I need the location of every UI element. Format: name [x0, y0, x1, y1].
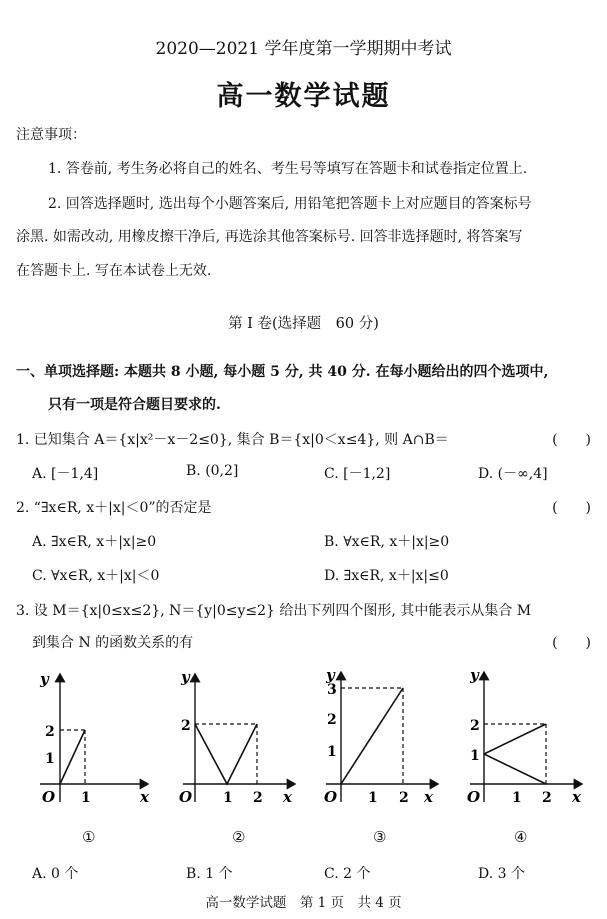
q2-option-a: A. ∃x∈R, x＋|x|≥0: [32, 534, 157, 550]
y-label: y: [181, 668, 190, 686]
figure-label-1: ①: [82, 828, 96, 846]
tick-label: 1: [512, 790, 522, 806]
function-curve: [195, 724, 257, 784]
q3-option-b: B. 1 个: [186, 866, 233, 882]
q3-option-a: A. 0 个: [32, 866, 79, 882]
q1-answer-paren: ( ): [552, 432, 591, 448]
tick-label: 1: [223, 790, 233, 806]
y-label: y: [40, 670, 49, 688]
graph-3: [316, 664, 446, 814]
origin-label: O: [42, 788, 56, 806]
tick-label: 1: [368, 790, 378, 806]
graph-2: [175, 664, 305, 814]
tick-label: 2: [181, 718, 191, 734]
q3-stem-line-1: 3. 设 M＝{x|0≤x≤2}, N＝{y|0≤y≤2} 给出下列四个图形, 其中能表示从集合 M: [16, 603, 532, 619]
function-segment: [60, 730, 85, 784]
q3-stem-line-2: 到集合 N 的函数关系的有: [32, 635, 194, 651]
q1-option-d: D. (－∞,4]: [478, 466, 548, 482]
q3-answer-paren: ( ): [552, 635, 591, 651]
q2-option-b: B. ∀x∈R, x＋|x|≥0: [324, 534, 450, 550]
notice-line-2b: 涂黑. 如需改动, 用橡皮擦干净后, 再选涂其他答案标号. 回答非选择题时, 将答案写: [16, 229, 523, 245]
q2-answer-paren: ( ): [552, 500, 591, 516]
x-label: x: [424, 788, 433, 806]
q1-option-c: C. [－1,2]: [324, 466, 391, 482]
x-label: x: [572, 788, 581, 806]
tick-label: 1: [327, 744, 337, 760]
figure-label-4: ④: [514, 828, 528, 846]
tick-label: 3: [327, 682, 337, 698]
notice-line-2a: 2. 回答选择题时, 选出每个小题答案后, 用铅笔把答题卡上对应题目的答案标号: [48, 196, 532, 212]
tick-label: 1: [81, 790, 91, 806]
part1-line-1: 一、单项选择题: 本题共 8 小题, 每小题 5 分, 共 40 分. 在每小题给出的四个选项中,: [16, 364, 549, 380]
tick-label: 1: [470, 748, 480, 764]
x-label: x: [283, 788, 292, 806]
q1-option-a: A. [－1,4]: [32, 466, 99, 482]
notice-line-2c: 在答题卡上. 写在本试卷上无效.: [16, 263, 212, 279]
origin-label: O: [467, 788, 481, 806]
graph-1: [30, 664, 160, 814]
q1-option-b: B. (0,2]: [186, 463, 239, 479]
tick-label: 2: [327, 712, 337, 728]
tick-label: 2: [399, 790, 409, 806]
section-title: 第 Ⅰ 卷(选择题 60 分): [228, 316, 379, 332]
function-segment: [341, 688, 403, 784]
tick-label: 2: [470, 718, 480, 734]
graph-4: [462, 664, 597, 814]
q2-option-d: D. ∃x∈R, x＋|x|≤0: [324, 568, 449, 584]
tick-label: 1: [45, 751, 55, 767]
q2-stem: 2. “∃x∈R, x＋|x|＜0”的否定是: [16, 500, 212, 516]
notice-heading: 注意事项：: [16, 127, 86, 143]
page-title: 高一数学试题: [216, 81, 391, 112]
function-branch-lower: [484, 754, 546, 784]
q3-option-c: C. 2 个: [324, 866, 371, 882]
tick-label: 2: [253, 790, 263, 806]
x-label: x: [140, 788, 149, 806]
figure-label-3: ③: [373, 828, 387, 846]
y-label: y: [470, 666, 479, 684]
q1-stem: 1. 已知集合 A＝{x|x²－x－2≤0}, 集合 B＝{x|0＜x≤4}, 则 A∩B＝: [16, 432, 449, 448]
q2-option-c: C. ∀x∈R, x＋|x|＜0: [32, 568, 160, 584]
y-label: y: [326, 666, 335, 684]
function-branch-upper: [484, 724, 546, 754]
origin-label: O: [324, 788, 338, 806]
exam-header: 2020—2021 学年度第一学期期中考试: [155, 39, 452, 59]
notice-line-1: 1. 答卷前, 考生务必将自己的姓名、考生号等填写在答题卡和试卷指定位置上.: [48, 161, 528, 177]
q3-option-d: D. 3 个: [478, 866, 525, 882]
tick-label: 2: [45, 724, 55, 740]
tick-label: 2: [542, 790, 552, 806]
page-footer: 高一数学试题 第 1 页 共 4 页: [205, 895, 402, 911]
origin-label: O: [179, 788, 193, 806]
figure-label-2: ②: [232, 828, 246, 846]
part1-line-2: 只有一项是符合题目要求的.: [48, 397, 221, 413]
